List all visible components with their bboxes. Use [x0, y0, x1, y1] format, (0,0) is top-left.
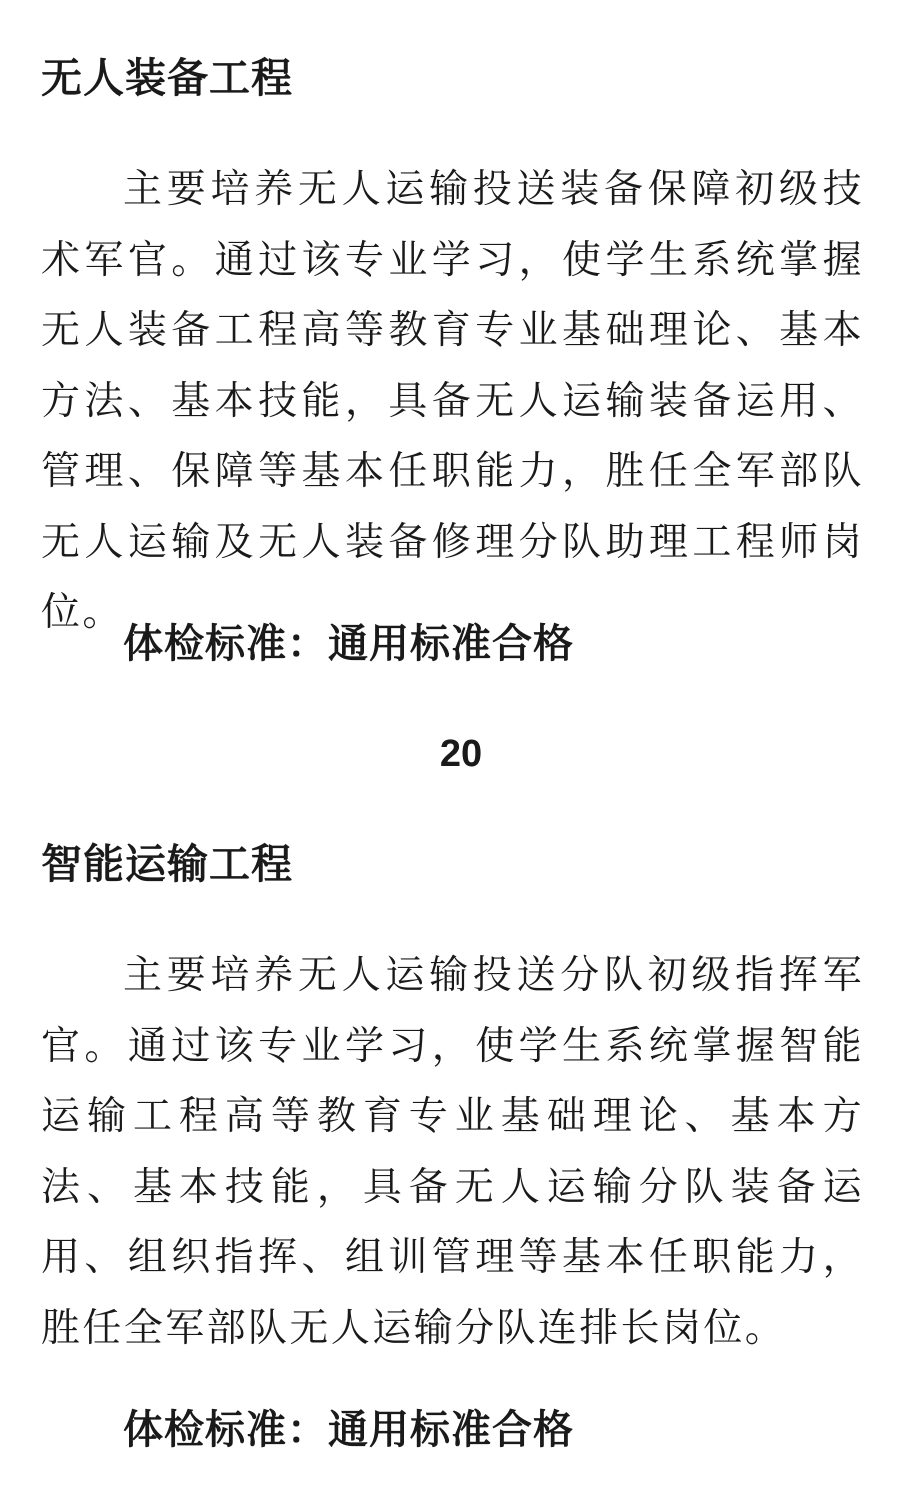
section-description-unmanned-equipment: 主要培养无人运输投送装备保障初级技术军官。通过该专业学习，使学生系统掌握无人装备工程高等教育专业基础理论、基本方法、基本技能，具备无人运输装备运用、管理、保障等基本任职能力，胜任全军部队无人运输及无人装备修理分队助理工程师岗位。	[41, 167, 864, 635]
section-description-intelligent-transport: 主要培养无人运输投送分队初级指挥军官。通过该专业学习，使学生系统掌握智能运输工程高等教育专业基础理论、基本方法、基本技能，具备无人运输分队装备运用、组织指挥、组训管理等基本任职能力，胜任全军部队无人运输分队连排长岗位。	[41, 953, 864, 1351]
physical-standard-unmanned-equipment: 体检标准：通用标准合格	[123, 621, 574, 667]
physical-standard-intelligent-transport: 体检标准：通用标准合格	[123, 1407, 574, 1453]
section-title-intelligent-transport: 智能运输工程	[41, 840, 293, 888]
section-title-unmanned-equipment: 无人装备工程	[41, 54, 293, 102]
page-number: 20	[439, 733, 483, 775]
